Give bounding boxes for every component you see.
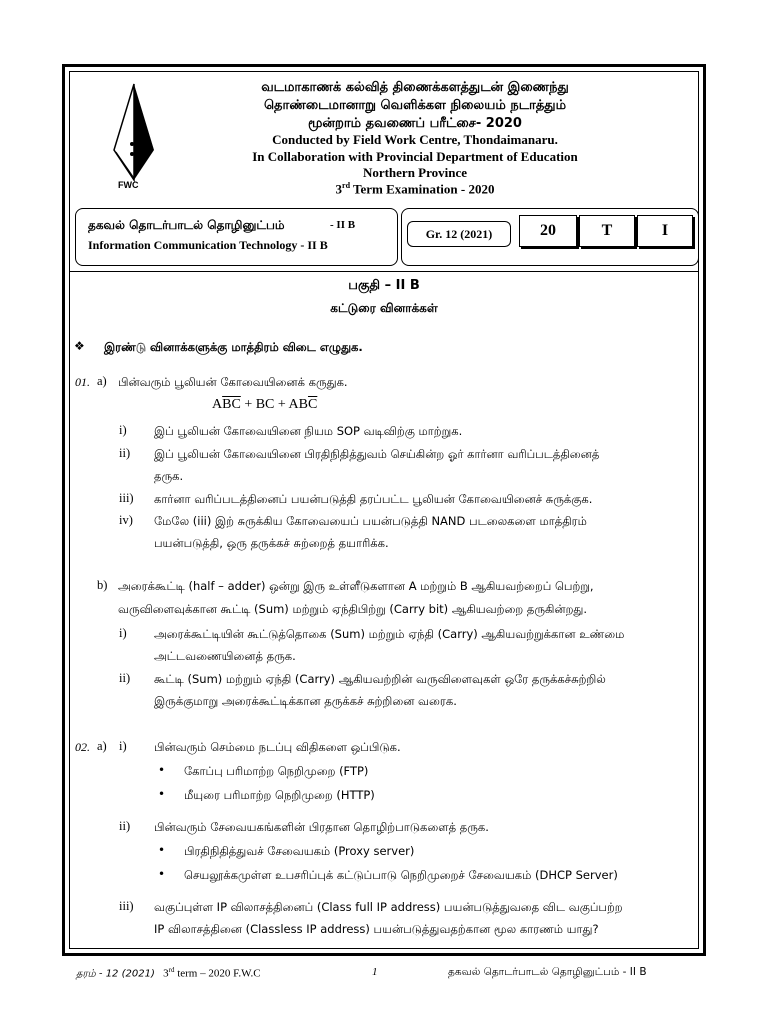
subject-box [75, 208, 398, 266]
header-en-line1: Conducted by Field Work Centre, Thondaimanaru. [272, 132, 558, 147]
q1-ii-label: ii) [119, 446, 131, 460]
q1-i-text: இப் பூலியன் கோவையினை நியம SOP வடிவிற்கு மாற்றுக. [154, 424, 463, 438]
q2-iii-text-line1: வகுப்புள்ள IP விலாசத்தினைப் (Class full IP address) பயன்படுத்துவதை விட வகுப்பற்ற [154, 900, 623, 914]
q2-iii-text-line2: IP விலாசத்தினை (Classless IP address) பயன்படுத்துவதற்கான மூல காரணம் யாது? [154, 922, 599, 936]
part-heading: பகுதி – II B [348, 278, 420, 293]
q2-i-bullet2: மீயுரை பரிமாற்ற நெறிமுறை (HTTP) [184, 788, 375, 802]
q1-a-label: a) [97, 374, 107, 388]
code-cell-1: 20 [519, 215, 577, 247]
q1-b-i-text-line2: அட்டவணையினைத் தருக. [154, 649, 296, 663]
header-en-line3: Northern Province [362, 165, 468, 180]
q2-i-label: i) [119, 739, 127, 753]
q1-b-ii-text-line1: கூட்டி (Sum) மற்றும் ஏந்தி (Carry) ஆகியவற்றின் வருவிளைவுகள் ஒரே தருக்கச்சுற்றில் [154, 672, 606, 686]
fwc-logo-icon [108, 82, 160, 182]
bullet-icon: • [158, 867, 166, 881]
page-number: 1 [372, 966, 378, 978]
header-en-line2: In Collaboration with Provincial Department of Education [252, 149, 578, 164]
q1-b-label: b) [97, 578, 108, 592]
q2-a-label: a) [97, 739, 107, 753]
question-2-number: 02. [75, 740, 90, 754]
bullet-icon: • [158, 787, 166, 801]
q1-iii-label: iii) [119, 491, 134, 505]
header-tamil-line2: தொண்டைமானாறு வெளிக்கள நிலையம் நடாத்தும் [263, 98, 567, 113]
q1-iv-label: iv) [119, 513, 133, 527]
q1-a-stem: பின்வரும் பூலியன் கோவையினைக் கருதுக. [118, 375, 348, 389]
footer-left: தரம் - 12 (2021) 3rd term – 2020 F.W.C [76, 966, 261, 980]
q1-b-i-label: i) [119, 626, 127, 640]
section-divider [69, 271, 699, 272]
q1-iv-text-line2: பயன்படுத்தி, ஒரு தருக்கச் சுற்றைத் தயாரிக்க. [154, 536, 389, 550]
q2-ii-text: பின்வரும் சேவையகங்களின் பிரதான தொழிற்பாடுகளைத் தருக. [154, 820, 489, 834]
question-1-number: 01. [75, 375, 90, 389]
code-cell-2: T [579, 215, 635, 247]
q2-i-bullet1: கோப்பு பரிமாற்ற நெறிமுறை (FTP) [184, 764, 369, 778]
header-term-line: 3rd Term Examination - 2020 [335, 181, 495, 197]
q2-ii-bullet2: செயலூக்கமுள்ள உபசரிப்புக் கட்டுப்பாடு நெறிமுறைச் சேவையகம் (DHCP Server) [184, 868, 618, 882]
q2-ii-bullet1: பிரதிநிதித்துவச் சேவையகம் (Proxy server) [184, 844, 415, 858]
logo-label: FWC [118, 180, 139, 190]
subject-tamil: தகவல் தொடர்பாடல் தொழினுட்பம் [88, 218, 285, 232]
q1-ii-text-line1: இப் பூலியன் கோவையினை பிரதிநிதித்துவம் செய்கின்ற ஓர் கார்னா வரிப்படத்தினைத் [154, 447, 600, 461]
q2-ii-label: ii) [119, 819, 131, 833]
q1-i-label: i) [119, 423, 127, 437]
header-tamil-line1: வடமாகாணக் கல்வித் திணைக்களத்துடன் இணைந்து [261, 80, 569, 95]
code-cell-3: I [637, 215, 693, 247]
page-border-inner [69, 71, 699, 949]
q1-b-ii-text-line2: இருக்குமாறு அரைக்கூட்டிக்கான தருக்கச் சுற்றினை வரைக. [154, 694, 457, 708]
q2-iii-label: iii) [119, 899, 134, 913]
section-title: கட்டுரை வினாக்கள் [330, 301, 438, 315]
bullet-icon: • [158, 763, 166, 777]
subject-english: Information Communication Technology - II B [88, 238, 328, 252]
q1-ii-text-line2: தருக. [154, 469, 184, 483]
q2-i-text: பின்வரும் செம்மை நடப்பு விதிகளை ஒப்பிடுக. [154, 740, 401, 754]
q1-b-text-line1: அரைக்கூட்டி (half – adder) ஒன்று இரு உள்ளீடுகளான A மற்றும் B ஆகியவற்றைப் பெற்று, [118, 579, 594, 593]
bullet-icon: • [158, 843, 166, 857]
instruction-text: இரண்டு வினாக்களுக்கு மாத்திரம் விடை எழுதுக. [104, 340, 363, 354]
footer-right: தகவல் தொடர்பாடல் தொழினுட்பம் - II B [448, 966, 647, 978]
diamond-bullet-icon: ❖ [74, 339, 85, 353]
q1-b-i-text-line1: அரைக்கூட்டியின் கூட்டுத்தொகை (Sum) மற்றும் ஏந்தி (Carry) ஆகியவற்றுக்கான உண்மை [154, 627, 625, 641]
subject-tamil-code: - II B [330, 219, 356, 231]
q1-iv-text-line1: மேலே (iii) இற் சுருக்கிய கோவையைப் பயன்படுத்தி NAND படலைகளை மாத்திரம் [154, 514, 587, 528]
grade-badge: Gr. 12 (2021) [407, 221, 511, 247]
q1-b-text-line2: வருவிளைவுக்கான கூட்டி (Sum) மற்றும் ஏந்திபிற்று (Carry bit) ஆகியவற்றை தருகின்றது. [118, 602, 588, 616]
header-tamil-line3: மூன்றாம் தவணைப் பரீட்சை- 2020 [308, 116, 522, 131]
q1-b-ii-label: ii) [119, 671, 131, 685]
q1-iii-text: கார்னா வரிப்படத்தினைப் பயன்படுத்தி தரப்பட்ட பூலியன் கோவையினைச் சுருக்குக. [154, 492, 593, 506]
boolean-expression: $A\overline{BC}$ + BC + $AB\overline{C}$ [212, 397, 318, 412]
